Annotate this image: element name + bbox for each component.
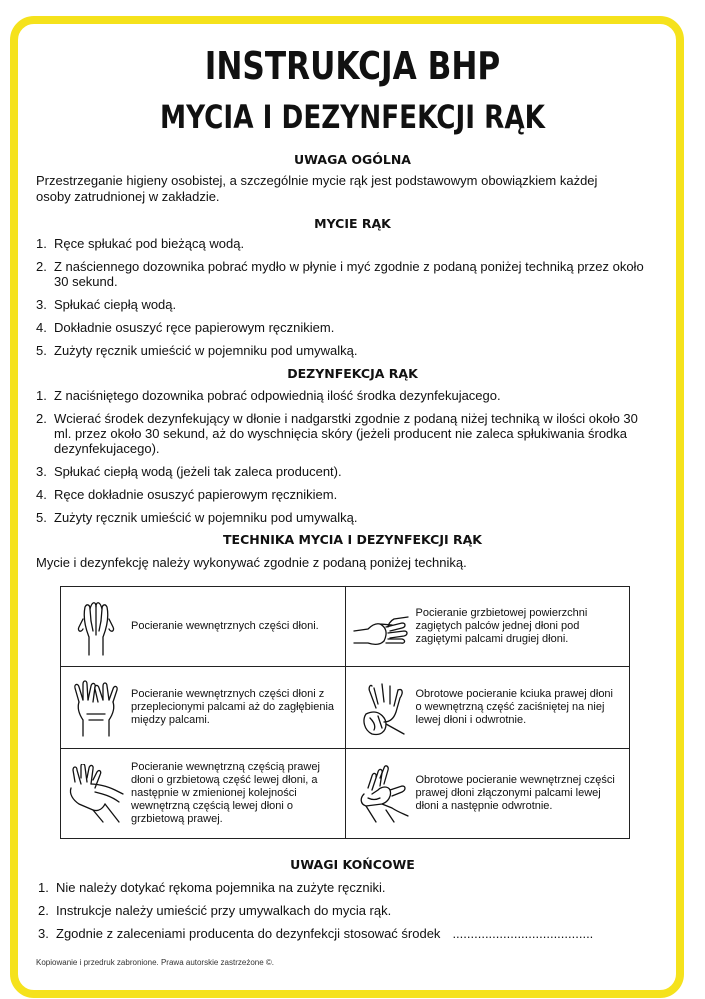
fingertips-rotation-icon — [352, 764, 410, 824]
technique-text-5: Pocieranie wewnętrzną częścią prawej dłoni o grzbietową część lewej dłoni, a następnie w zmienionej kolejności wewnętrzną częścią lewej dłoni o grzbietową prawej. — [131, 761, 320, 825]
technique-cell-4 — [345, 667, 630, 749]
final-item — [38, 880, 658, 895]
washing-item — [36, 320, 646, 335]
washing-heading: MYCIE RĄK — [314, 216, 391, 231]
technique-text-3: Pocieranie wewnętrznych części dłoni z przeplecionymi palcami aż do zagłębienia między palcami. — [131, 688, 335, 726]
final-item-number: 1. — [38, 880, 49, 895]
washing-item-number: 3. — [36, 297, 47, 312]
disinfection-item-text: Z naciśniętego dozownika pobrać odpowiednią ilość środka dezynfekujacego. — [54, 388, 501, 403]
final-item — [38, 903, 658, 918]
washing-item-number: 2. — [36, 259, 47, 274]
washing-item-text: Spłukać ciepłą wodą. — [54, 297, 177, 312]
disinfection-heading: DEZYNFEKCJA RĄK — [287, 366, 418, 381]
washing-item-text: Z naściennego dozownika pobrać mydło w płynie i myć zgodnie z podaną poniżej techniką przez około 30 sekund. — [54, 259, 644, 289]
palm-over-back-icon — [67, 764, 125, 824]
fill-in-blank: ....................................... — [452, 926, 594, 941]
general-line-1: Przestrzeganie higieny osobistej, a szczególnie mycie rąk jest podstawowym obowiązkiem każdej — [36, 173, 598, 188]
technique-cell-3 — [61, 667, 346, 749]
washing-item — [36, 259, 646, 289]
final-list — [38, 880, 658, 949]
general-line-2: osoby zatrudnionej w zakładzie. — [36, 189, 220, 204]
washing-item — [36, 297, 646, 312]
copyright-note: Kopiowanie i przedruk zabronione. Prawa autorskie zastrzeżone ©. — [36, 958, 275, 967]
technique-text-2: Pocieranie grzbietowej powierzchni zagiętych palców jednej dłoni pod zagiętymi palcami drugiej dłoni. — [415, 607, 588, 645]
disinfection-item — [36, 464, 648, 479]
technique-cell-5 — [61, 749, 346, 839]
general-text — [36, 173, 676, 205]
washing-item — [36, 236, 646, 251]
disinfection-item — [36, 487, 648, 502]
thumb-rotation-icon — [352, 678, 410, 738]
disinfection-item-text: Ręce dokładnie osuszyć papierowym ręcznikiem. — [54, 487, 338, 502]
technique-text-6: Obrotowe pocieranie wewnętrznej części prawej dłoni złączonymi palcami lewej dłoni a następnie odwrotnie. — [415, 774, 615, 812]
disinfection-item-text: Spłukać ciepłą wodą (jeżeli tak zaleca producent). — [54, 464, 342, 479]
title-line-1: INSTRUKCJA BHP — [204, 44, 501, 88]
technique-heading: TECHNIKA MYCIA I DEZYNFEKCJI RĄK — [223, 532, 482, 547]
disinfection-item — [36, 411, 648, 456]
final-heading: UWAGI KOŃCOWE — [290, 857, 415, 872]
technique-text-1: Pocieranie wewnętrznych części dłoni. — [131, 620, 319, 632]
technique-cell-1 — [61, 587, 346, 667]
final-item — [38, 926, 658, 941]
washing-item-text: Dokładnie osuszyć ręce papierowym ręcznikiem. — [54, 320, 335, 335]
disinfection-item-text: Wcierać środek dezynfekujący w dłonie i nadgarstki zgodnie z podaną niżej techniką w ilości około 30 ml. przez około 30 sekund, aż do wyschnięcia skóry (jeżeli producent nie zaleca spłukiwania środka dezynfekujacego). — [54, 411, 638, 456]
disinfection-item-number: 1. — [36, 388, 47, 403]
disinfection-item-number: 2. — [36, 411, 47, 426]
washing-item-number: 1. — [36, 236, 47, 251]
disinfection-item — [36, 510, 648, 525]
final-item-number: 2. — [38, 903, 49, 918]
disinfection-item-number: 4. — [36, 487, 47, 502]
title-line-2: MYCIA I DEZYNFEKCJI RĄK — [159, 98, 545, 136]
disinfection-list — [36, 388, 648, 533]
washing-item-number: 5. — [36, 343, 47, 358]
washing-item — [36, 343, 646, 358]
disinfection-item-text: Zużyty ręcznik umieścić w pojemniku pod umywalką. — [54, 510, 358, 525]
technique-table — [60, 586, 630, 839]
fingers-interlaced-icon — [67, 678, 125, 738]
final-item-number: 3. — [38, 926, 49, 941]
technique-cell-6 — [345, 749, 630, 839]
disinfection-item — [36, 388, 648, 403]
washing-item-text: Zużyty ręcznik umieścić w pojemniku pod umywalką. — [54, 343, 358, 358]
final-item-text: Nie należy dotykać rękoma pojemnika na zużyte ręczniki. — [56, 880, 386, 895]
disinfection-item-number: 5. — [36, 510, 47, 525]
washing-list — [36, 236, 646, 366]
disinfection-item-number: 3. — [36, 464, 47, 479]
final-item-text: Zgodnie z zaleceniami producenta do dezynfekcji stosować środek — [56, 926, 441, 941]
washing-item-number: 4. — [36, 320, 47, 335]
technique-cell-2 — [345, 587, 630, 667]
final-item-text: Instrukcje należy umieścić przy umywalkach do mycia rąk. — [56, 903, 392, 918]
technique-text-4: Obrotowe pocieranie kciuka prawej dłoni o wewnętrzną część zaciśniętej na niej lewej dłoni i odwrotnie. — [415, 688, 613, 726]
general-heading: UWAGA OGÓLNA — [294, 152, 411, 167]
technique-intro: Mycie i dezynfekcję należy wykonywać zgodnie z podaną poniżej techniką. — [36, 555, 467, 570]
back-fingers-interlocked-icon — [352, 597, 410, 657]
palms-rubbing-icon — [67, 597, 125, 657]
washing-item-text: Ręce spłukać pod bieżącą wodą. — [54, 236, 245, 251]
